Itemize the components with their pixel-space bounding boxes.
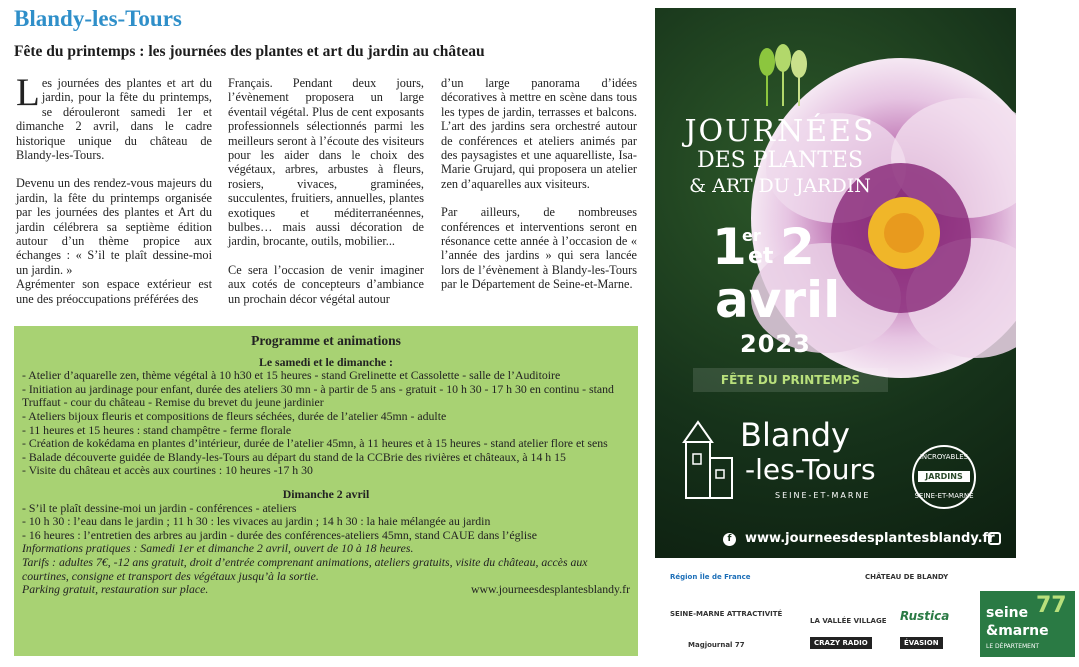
evasion-logo: ÉVASION: [900, 637, 943, 649]
programme-item: - 11 heures et 15 heures : stand champêtre - ferme florale: [22, 422, 292, 437]
saturday-heading: Le samedi et le dimanche :: [258, 354, 393, 369]
poster-title-2: DES PLANTES: [696, 148, 864, 173]
poster-day-2: 2: [780, 218, 815, 276]
programme-item: - S’il te plaît dessine-moi un jardin - conférences - ateliers: [22, 500, 297, 515]
poster-event-name: FÊTE DU PRINTEMPS: [693, 368, 888, 392]
paragraph: Devenu un des rendez-vous majeurs du jardin, la fête du printemps organisée par les journées des plantes et Art du jardin célébrera sa septième édition autour d’un thème propice aux échanges : « S’il te plaît dessine-moi un jardin. »: [16, 176, 212, 277]
article-column-3: [441, 76, 637, 306]
paragraph: d’un large panorama d’idées décoratives à mettre en scène dans tous les types de jardin, terrasses et balcons. L’art des jardins sera orchestré autour de conférences et ateliers animés par des paysagistes et une aquarelliste, Isa-Marie Grujard, qui proposera un atelier zen d’aquarelles aux visiteurs.: [441, 76, 637, 191]
paragraph: Ce sera l’occasion de venir imaginer aux cotés de concepteurs d’ambiance un prochain décor végétal autour: [228, 262, 424, 306]
programme-item: - 10 h 30 : l’eau dans le jardin ; 11 h 30 : les vivaces au jardin ; 14 h 30 : la haie mélangée au jardin: [22, 514, 491, 529]
poster-town-2: -les-Tours: [745, 453, 876, 486]
valle-village-logo: LA VALLÉE VILLAGE: [810, 617, 887, 625]
programme-item: - Visite du château et accès aux courtines : 10 heures -17 h 30: [22, 463, 313, 478]
instagram-icon[interactable]: [988, 532, 1001, 545]
poster-town-1: Blandy: [740, 416, 850, 454]
programme-item: - Création de kokédama en plantes d’intérieur, durée de l’atelier 45mn, à 11 heures et à 15 heures - stand atelier flore et sens: [22, 436, 608, 451]
poster-month: avril: [715, 271, 841, 329]
programme-item: - Initiation au jardinage pour enfant, durée des ateliers 30 mn - à partir de 5 ans - gratuit - 10 h 30 - 17 h 30 en continu - stand Truffaut - cour du château - Remise du brevet du jeune jardinier: [22, 381, 614, 410]
poster-day-1-suffix: er: [742, 226, 761, 245]
poster-title-1: JOURNÉES: [684, 114, 876, 149]
rustica-logo: Rustica: [900, 609, 950, 623]
chateau-blandy-logo: CHÂTEAU DE BLANDY: [865, 573, 949, 581]
website-link[interactable]: www.journeesdesplantesblandy.fr: [471, 582, 630, 597]
magjournal-logo: Magjournal 77: [688, 641, 745, 649]
programme-item: - Balade découverte guidée de Blandy-les-Tours au départ du stand de la CCBrie des rivières et châteaux, à 14 h 15: [22, 449, 566, 464]
event-poster: [655, 8, 1016, 558]
poster-region: SEINE-ET-MARNE: [775, 491, 871, 500]
poster-url[interactable]: www.journeesdesplantesblandy.fr: [745, 531, 995, 546]
parking-info: Parking gratuit, restauration sur place.: [22, 582, 209, 597]
region-logo: Région Île de France: [670, 573, 751, 581]
crazy-radio-logo: CRAZY RADIO: [810, 637, 872, 649]
sunday-heading: Dimanche 2 avril: [282, 486, 370, 501]
article-column-2: [228, 76, 424, 320]
programme-title: Programme et animations: [251, 333, 401, 348]
paragraph: es journées des plantes et art du jardin, pour la fête du printemps, se dérouleront samedi 1er et dimanche 2 avril, dans le cadre historique unique du château de Blandy-les-Tours.: [16, 76, 212, 163]
incroyables-jardins-badge: INCROYABLES JARDINS SEINE-ET-MARNE: [912, 445, 976, 509]
programme-item: - 16 heures : l’entretien des arbres au jardin - durée des conférences-ateliers 45mn, stand CAUE dans l’église: [22, 527, 537, 542]
article-headline: Fête du printemps : les journées des plantes et art du jardin au château: [14, 43, 485, 60]
sponsor-logos: [660, 565, 960, 660]
paragraph: Français. Pendant deux jours, l’évènement proposera un large éventail végétal. Plus de cent exposants professionnels sélectionnés parmi les meilleurs seront à l’écoute des visiteurs pour les aider dans le choix des végétaux, arbres, arbustes à fleurs, rosiers, vivaces, graminées, succulentes, fruitiers, annuelles, plantes exotiques et méditerranéennes, bulbes… mais aussi décoration de jardin, brocante, outils, mobilier...: [228, 76, 424, 249]
article-column-1: [16, 71, 212, 320]
article-location: Blandy-les-Tours: [14, 6, 182, 31]
seine-et-marne-logo: seine &marne LE DÉPARTEMENT 77: [980, 591, 1075, 657]
poster-et: et: [748, 244, 774, 269]
poster-day-1: 1: [712, 218, 747, 276]
poster-year: 2023: [740, 330, 811, 358]
drop-cap: L: [16, 71, 40, 114]
programme-box: [14, 326, 638, 656]
facebook-icon[interactable]: f: [723, 533, 736, 546]
programme-item: - Atelier d’aquarelle zen, thème végétal à 10 h30 et 15 heures - stand Grelinette et Cassolette - salle de l’Auditoire: [22, 368, 561, 383]
practical-info: Informations pratiques : Samedi 1er et dimanche 2 avril, ouvert de 10 à 18 heures.: [22, 541, 414, 556]
leaves-logo: [747, 44, 817, 110]
seine-attractivite-logo: SEINE-MARNE ATTRACTIVITÉ: [670, 610, 783, 618]
paragraph: Agrémenter son espace extérieur est une des préoccupations préférées des: [16, 277, 212, 306]
programme-item: - Ateliers bijoux fleuris et compositions de fleurs séchées, durée de l’atelier 45mn - adulte: [22, 408, 447, 423]
poster-title-3: & ART DU JARDIN: [689, 175, 871, 197]
prices-info: Tarifs : adultes 7€, -12 ans gratuit, droit d’entrée comprenant animations, ateliers gratuits, visite du château, accès aux courtines, consigne et transport des végétaux jusqu’à la sortie.: [22, 554, 588, 583]
castle-icon: [680, 420, 736, 502]
paragraph: Par ailleurs, de nombreuses conférences et interventions seront en résonance cette année à l’occasion de « l’année des jardins » qui sera lancée lors de l’évènement à Blandy-les-Tours par le Département de Seine-et-Marne.: [441, 205, 637, 292]
